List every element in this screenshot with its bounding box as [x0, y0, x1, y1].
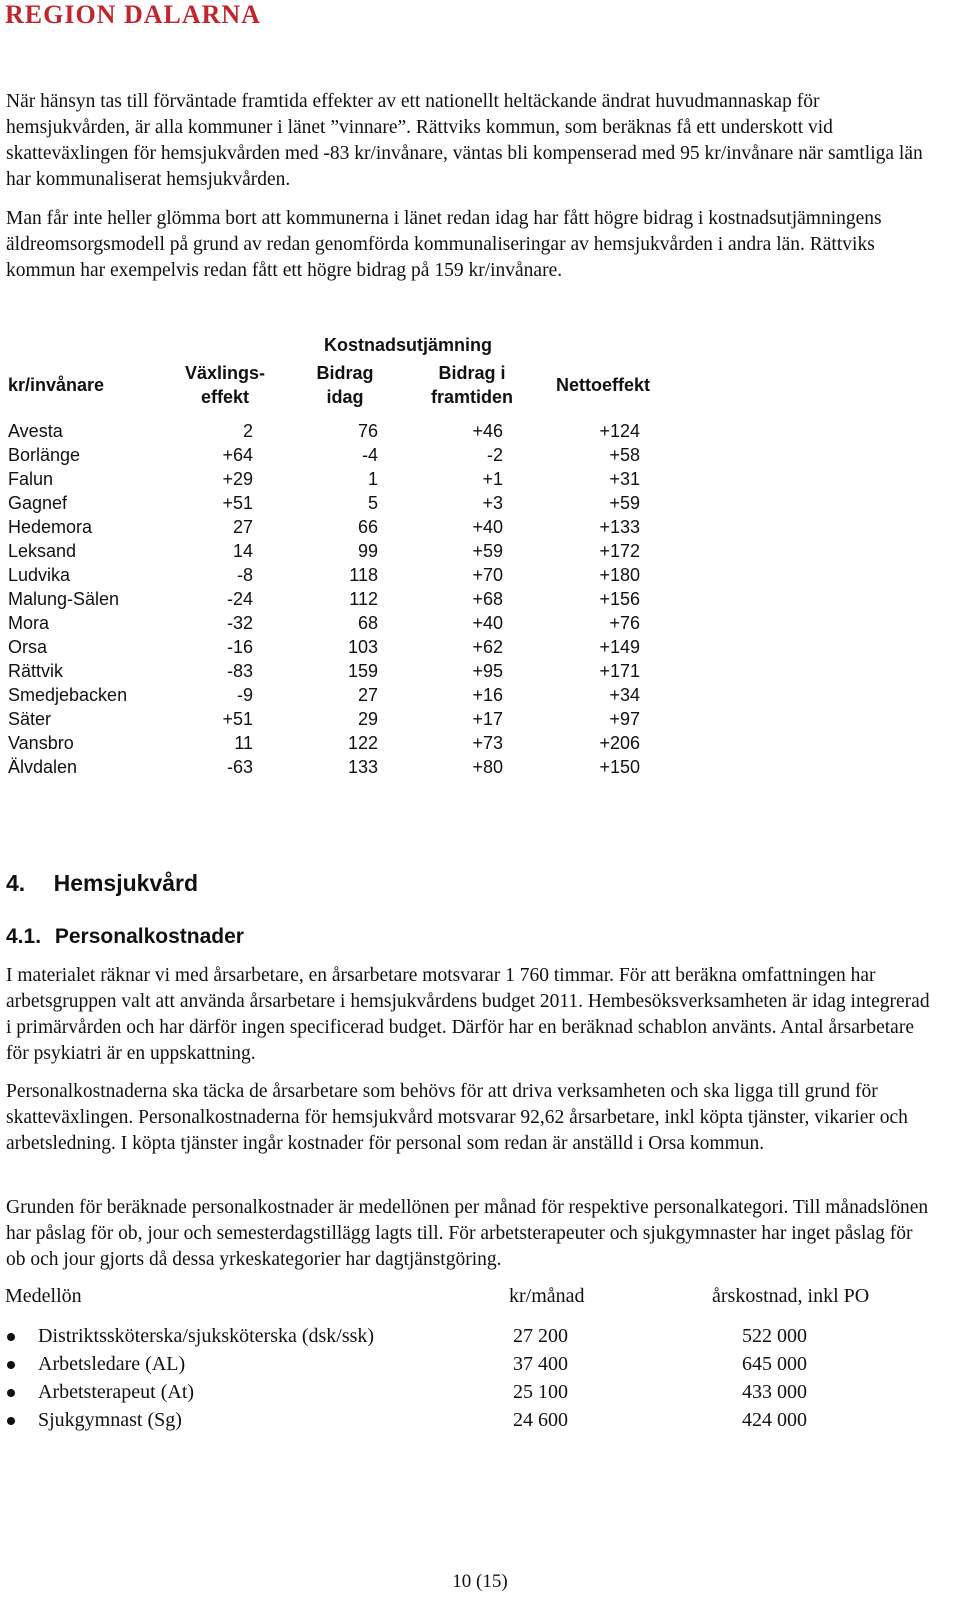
bullet-icon [7, 1389, 15, 1397]
salary-item-label: Arbetsterapeut (At) [38, 1381, 195, 1403]
salary-header-month: kr/månad [509, 1285, 585, 1307]
salary-item-label: Arbetsledare (AL) [38, 1353, 186, 1375]
table-row [8, 731, 668, 755]
section-title: Hemsjukvård [53, 870, 199, 896]
row-vaxling: +64 [222, 445, 253, 465]
row-name: Avesta [8, 421, 63, 441]
row-bidrag-framtiden: +62 [472, 637, 503, 657]
table-row [8, 467, 668, 491]
list-item [0, 1350, 940, 1378]
header-kr-invanare: kr/invånare [8, 375, 105, 395]
row-vaxling: +51 [222, 709, 253, 729]
table-row [8, 491, 668, 515]
row-bidrag-framtiden: +1 [482, 469, 503, 489]
row-name: Mora [8, 613, 50, 633]
row-bidrag-framtiden: +95 [472, 661, 503, 681]
row-netto: +180 [599, 565, 640, 585]
paragraph-bidrag: Man får inte heller glömma bort att kommunerna i länet redan idag har fått högre bidrag i kostnadsutjämningens äldreomsorgsmodell på grund av redan genomförda kommunaliseringar av hemsjukvården i andra län. Rättviks kommun har exempelvis redan fått ett högre bidrag på 159 kr/invånare. [6, 208, 882, 281]
row-name: Falun [8, 469, 54, 489]
list-item [0, 1406, 940, 1434]
salary-item-month: 24 600 [513, 1409, 568, 1431]
row-netto: +58 [609, 445, 640, 465]
row-name: Hedemora [8, 517, 93, 537]
row-vaxling: +29 [222, 469, 253, 489]
row-netto: +150 [599, 757, 640, 777]
subsection-title: Personalkostnader [54, 925, 244, 948]
row-bidrag-idag: 112 [349, 589, 378, 609]
row-vaxling: 27 [232, 517, 253, 537]
row-vaxling: -83 [226, 661, 253, 681]
page-number: 10 (15) [452, 1571, 508, 1592]
row-bidrag-framtiden: +40 [472, 613, 503, 633]
bullet-icon [7, 1333, 15, 1341]
table-row [8, 659, 668, 683]
table-row [8, 755, 668, 779]
salary-item-month: 25 100 [513, 1381, 568, 1403]
row-vaxling: +51 [222, 493, 253, 513]
row-bidrag-idag: 29 [357, 709, 378, 729]
subsection-number: 4.1. [6, 925, 42, 948]
row-name: Vansbro [8, 733, 74, 753]
salary-header-label: Medellön [5, 1285, 82, 1307]
row-bidrag-idag: 27 [357, 685, 378, 705]
table-row [8, 419, 668, 443]
row-bidrag-framtiden: +80 [472, 757, 503, 777]
header-nettoeffekt: Nettoeffekt [555, 375, 650, 395]
region-logo: REGION DALARNA [5, 0, 261, 29]
row-bidrag-idag: 1 [367, 469, 378, 489]
row-netto: +59 [609, 493, 640, 513]
row-netto: +206 [599, 733, 640, 753]
header-vaxlingseffekt: Växlings- effekt [184, 363, 266, 407]
table-row [8, 611, 668, 635]
row-vaxling: -63 [226, 757, 253, 777]
row-bidrag-framtiden: +17 [472, 709, 503, 729]
row-bidrag-idag: 118 [349, 565, 378, 585]
group-header: Kostnadsutjämning [323, 335, 492, 355]
list-item [0, 1322, 940, 1350]
subsection-heading [6, 925, 244, 949]
row-bidrag-framtiden: +16 [472, 685, 503, 705]
row-bidrag-framtiden: -2 [486, 445, 503, 465]
row-netto: +97 [609, 709, 640, 729]
paragraph-personalkostnader: Personalkostnaderna ska täcka de årsarbetare som behövs för att driva verksamheten och ska ligga till grund för skatteväxlingen. Personalkostnaderna för hemsjukvård motsvarar 92,62 årsarbetare, inkl köpta tjänster, vikarier och arbetsledning. I köpta tjänster ingår kostnader för personal som redan är anställd i Orsa kommun. [6, 1081, 908, 1154]
row-name: Rättvik [8, 661, 64, 681]
table-row [8, 563, 668, 587]
row-netto: +31 [609, 469, 640, 489]
bullet-icon [7, 1417, 15, 1425]
row-bidrag-framtiden: +40 [472, 517, 503, 537]
list-item [0, 1378, 940, 1406]
row-name: Älvdalen [8, 757, 78, 777]
row-bidrag-framtiden: +3 [482, 493, 503, 513]
salary-item-month: 37 400 [513, 1353, 568, 1375]
row-bidrag-idag: 133 [347, 757, 378, 777]
header-bidrag-framtiden: Bidrag i framtiden [430, 363, 513, 407]
row-name: Leksand [8, 541, 77, 561]
salary-item-year: 424 000 [742, 1409, 807, 1431]
salary-item-label: Sjukgymnast (Sg) [38, 1409, 182, 1431]
table-row [8, 707, 668, 731]
row-netto: +76 [609, 613, 640, 633]
row-vaxling: 14 [232, 541, 253, 561]
row-netto: +149 [599, 637, 640, 657]
row-name: Säter [8, 709, 52, 729]
row-netto: +172 [599, 541, 640, 561]
row-bidrag-idag: 103 [347, 637, 378, 657]
row-vaxling: -24 [226, 589, 253, 609]
row-bidrag-framtiden: +68 [472, 589, 503, 609]
row-bidrag-idag: 159 [347, 661, 378, 681]
table-row [8, 683, 668, 707]
bullet-icon [7, 1361, 15, 1369]
row-name: Malung-Sälen [8, 589, 120, 609]
header-bidrag-idag: Bidrag idag [316, 363, 374, 407]
row-vaxling: -8 [236, 565, 253, 585]
table-row [8, 635, 668, 659]
salary-header-year: årskostnad, inkl PO [712, 1285, 870, 1307]
row-name: Borlänge [8, 445, 81, 465]
row-bidrag-framtiden: +70 [472, 565, 503, 585]
row-vaxling: -32 [226, 613, 253, 633]
row-name: Orsa [8, 637, 48, 657]
salary-item-label: Distriktssköterska/sjuksköterska (dsk/ssk) [38, 1325, 375, 1347]
row-bidrag-idag: 99 [357, 541, 378, 561]
row-bidrag-idag: 122 [347, 733, 378, 753]
table-row [8, 443, 668, 467]
table-row [8, 539, 668, 563]
row-bidrag-idag: 68 [357, 613, 378, 633]
row-vaxling: 2 [242, 421, 253, 441]
row-vaxling: -16 [226, 637, 253, 657]
salary-item-year: 433 000 [742, 1381, 807, 1403]
row-vaxling: 11 [234, 733, 253, 753]
row-netto: +124 [599, 421, 640, 441]
salary-item-year: 645 000 [742, 1353, 807, 1375]
section-heading [6, 870, 198, 897]
row-name: Smedjebacken [8, 685, 128, 705]
row-name: Ludvika [8, 565, 71, 585]
row-vaxling: -9 [236, 685, 253, 705]
row-bidrag-idag: 76 [357, 421, 378, 441]
table-row [8, 515, 668, 539]
table-row [8, 587, 668, 611]
paragraph-arsarbetare: I materialet räknar vi med årsarbetare, en årsarbetare motsvarar 1 760 timmar. För att beräkna omfattningen har arbetsgruppen valt att använda årsarbetare i hemsjukvårdens budget 2011. Hembesöksverksamheten är idag integrerad i primärvården och har därför ingen specificerad budget. Därför har en beräknad schablon använts. Antal årsarbetare för psykiatri är en uppskattning. [6, 965, 930, 1064]
row-bidrag-idag: -4 [361, 445, 378, 465]
row-name: Gagnef [8, 493, 68, 513]
row-bidrag-framtiden: +59 [472, 541, 503, 561]
paragraph-intro: När hänsyn tas till förväntade framtida effekter av ett nationellt heltäckande ändrat huvudmannaskap för hemsjukvården, är alla kommuner i länet ”vinnare”. Rättviks kommun, som beräknas få ett underskott vid skatteväxlingen för hemsjukvården med -83 kr/invånare, väntas bli kompenserad med 95 kr/invånare när samtliga län har kommunaliserat hemsjukvården. [6, 91, 923, 190]
row-netto: +156 [599, 589, 640, 609]
row-bidrag-framtiden: +46 [472, 421, 503, 441]
row-bidrag-idag: 5 [367, 493, 378, 513]
salary-item-year: 522 000 [742, 1325, 807, 1347]
row-bidrag-idag: 66 [357, 517, 378, 537]
salary-item-month: 27 200 [513, 1325, 568, 1347]
row-netto: +133 [599, 517, 640, 537]
row-netto: +34 [609, 685, 640, 705]
paragraph-medellon: Grunden för beräknade personalkostnader är medellönen per månad för respektive personalkategori. Till månadslönen har påslag för ob, jour och semesterdagstillägg lagts till. För arbetsterapeuter och sjukgymnaster har inget påslag för ob och jour gjorts då dessa yrkeskategorier har dagtjänstgöring. [6, 1197, 929, 1270]
row-bidrag-framtiden: +73 [472, 733, 503, 753]
section-number: 4. [6, 870, 26, 896]
row-netto: +171 [599, 661, 640, 681]
